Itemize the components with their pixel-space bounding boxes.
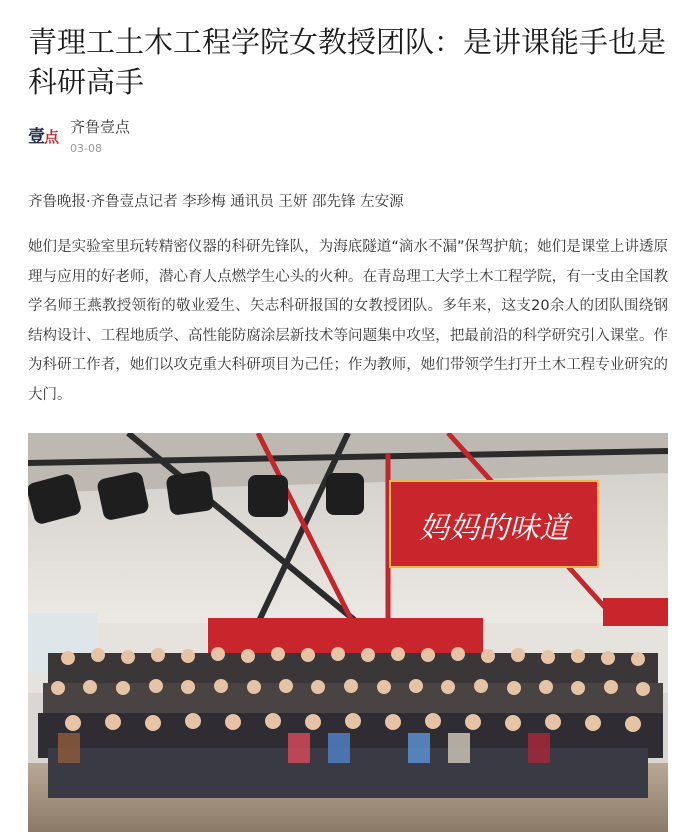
article-title: 青理工土木工程学院女教授团队：是讲课能手也是科研高手: [28, 25, 667, 99]
svg-text:壹: 壹: [28, 127, 45, 147]
source-logo-icon[interactable]: [28, 120, 62, 150]
source-name[interactable]: 齐鲁壹点: [70, 118, 131, 136]
group-photo: [28, 433, 668, 832]
svg-text:点: 点: [44, 128, 60, 146]
group-photo-illustration: [28, 433, 668, 832]
article-paragraph: 她们是实验室里玩转精密仪器的科研先锋队，为海底隧道“滴水不漏”保驾护航；她们是课堂上讲透原理与应用的好老师，潜心育人点燃学生心头的火种。在青岛理工大学土木工程学院，有一支由全国教学名师王燕教授领衔的敬业爱生、矢志科研报国的女教授团队。多年来，这支20余人的团队围绕钢结构设计、工程地质学、高性能防腐涂层新技术等问题集中攻坚，把最前沿的科学研究引入课堂。作为科研工作者，她们以攻克重大科研项目为己任；作为教师，她们带领学生打开土木工程专业研究的大门。: [28, 239, 668, 403]
article-byline: 齐鲁晚报·齐鲁壹点记者 李珍梅 通讯员 王妍 邵先锋 左安源: [28, 194, 404, 210]
publish-date: 03-08: [70, 142, 102, 155]
source-row[interactable]: [28, 116, 428, 156]
banner-text: 妈妈的味道: [419, 511, 569, 546]
